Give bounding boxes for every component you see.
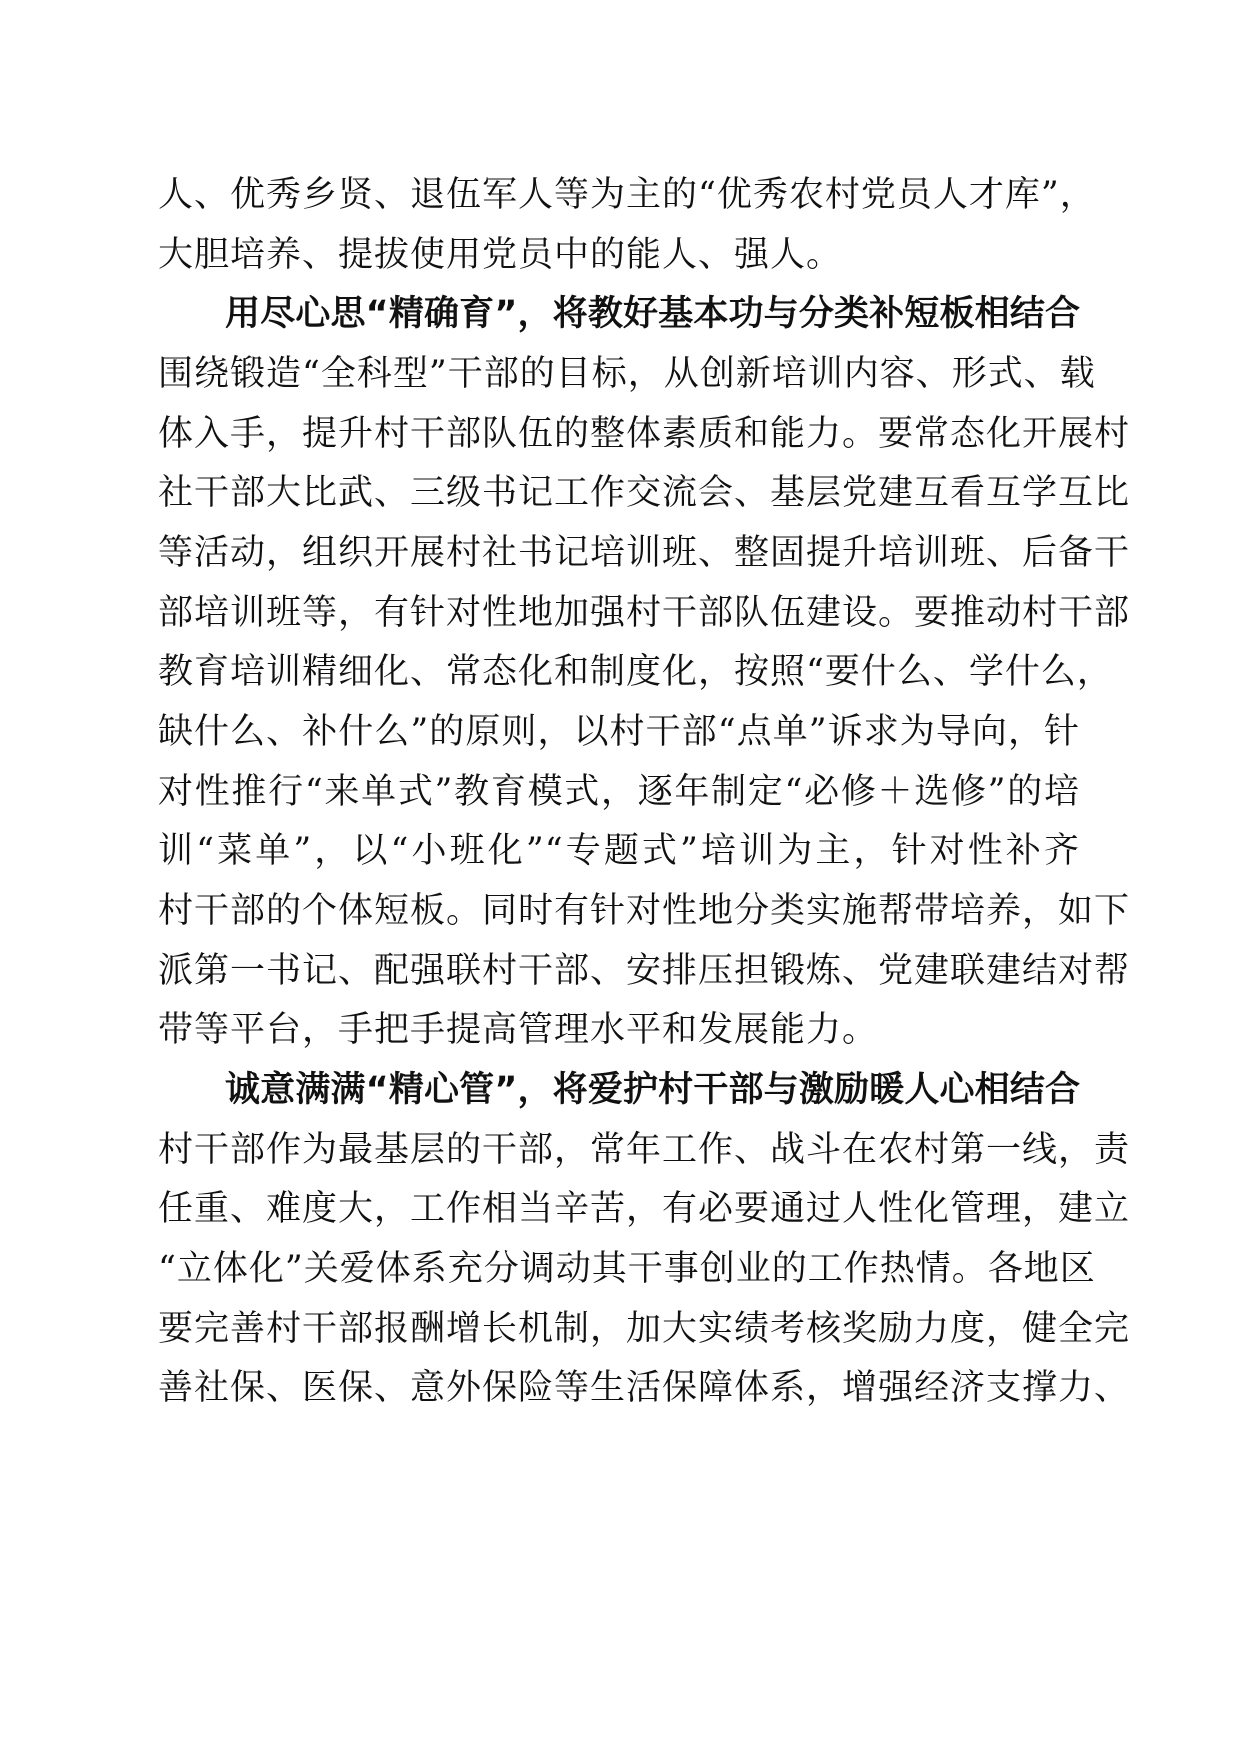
body-text-line: 带等平台，手把手提高管理水平和发展能力。 [158, 1010, 879, 1050]
body-text-line: 等活动，组织开展村社书记培训班、整固提升培训班、后备干 [158, 533, 1131, 573]
body-text-line: 善社保、医保、意外保险等生活保障体系，增强经济支撑力、 [158, 1368, 1131, 1408]
body-text-line: 体入手，提升村干部队伍的整体素质和能力。要常态化开展村 [158, 414, 1131, 454]
body-text-line: 人、优秀乡贤、退伍军人等为主的“优秀农村党员人才库”， [158, 175, 1096, 215]
body-text-line: 围绕锻造“全科型”干部的目标，从创新培训内容、形式、载 [158, 354, 1096, 394]
body-text-line: 社干部大比武、三级书记工作交流会、基层党建互看互学互比 [158, 473, 1131, 513]
body-text-line: 部培训班等，有针对性地加强村干部队伍建设。要推动村干部 [158, 593, 1131, 633]
body-text-line: 村干部作为最基层的干部，常年工作、战斗在农村第一线，责 [158, 1130, 1131, 1170]
body-text-line: 任重、难度大，工作相当辛苦，有必要通过人性化管理，建立 [158, 1189, 1131, 1229]
body-text-line: 缺什么、补什么”的原则，以村干部“点单”诉求为导向，针 [158, 712, 1080, 752]
body-text-line: 大胆培养、提拔使用党员中的能人、强人。 [158, 235, 843, 275]
body-text-line: 对性推行“来单式”教育模式，逐年制定“必修＋选修”的培 [158, 772, 1080, 812]
body-text-line: 派第一书记、配强联村干部、安排压担锻炼、党建联建结对帮 [158, 951, 1131, 991]
body-text-line: “立体化”关爱体系充分调动其干事创业的工作热情。各地区 [158, 1249, 1096, 1289]
body-text-line: 村干部的个体短板。同时有针对性地分类实施帮带培养，如下 [158, 891, 1131, 931]
body-text-line: 要完善村干部报酬增长机制，加大实绩考核奖励力度，健全完 [158, 1309, 1131, 1349]
section-heading: 诚意满满“精心管”，将爱护村干部与激励暖人心相结合 [225, 1070, 1080, 1110]
body-text-line: 训“菜单”，以“小班化”“专题式”培训为主，针对性补齐 [158, 831, 1080, 871]
body-text-line: 教育培训精细化、常态化和制度化，按照“要什么、学什么， [158, 652, 1113, 692]
section-heading: 用尽心思“精确育”，将教好基本功与分类补短板相结合 [225, 294, 1080, 334]
